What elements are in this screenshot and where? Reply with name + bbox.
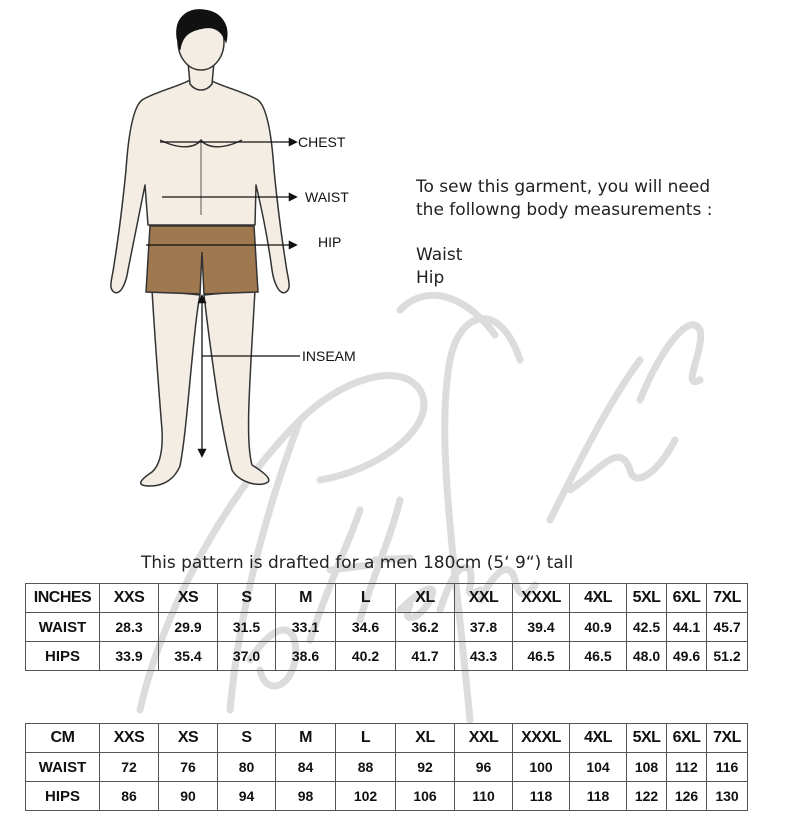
value-cell: 40.9 xyxy=(570,613,627,642)
value-cell: 94 xyxy=(218,782,276,811)
value-cell: 43.3 xyxy=(455,642,513,671)
value-cell: 72 xyxy=(100,753,159,782)
value-cell: 130 xyxy=(707,782,748,811)
value-cell: 112 xyxy=(667,753,707,782)
shorts xyxy=(146,226,258,294)
inches-header-cell: INCHES xyxy=(26,584,100,613)
size-cell: XXS xyxy=(100,724,159,753)
cm-size-table xyxy=(25,723,748,811)
inseam-label: INSEAM xyxy=(302,348,356,364)
value-cell: 51.2 xyxy=(707,642,748,671)
instructions-line-1: To sew this garment, you will need xyxy=(416,177,711,197)
value-cell: 37.0 xyxy=(218,642,276,671)
size-cell: 5XL xyxy=(627,584,667,613)
value-cell: 33.1 xyxy=(276,613,336,642)
value-cell: 126 xyxy=(667,782,707,811)
value-cell: 35.4 xyxy=(159,642,218,671)
hips-row-label: HIPS xyxy=(26,642,100,671)
value-cell: 98 xyxy=(276,782,336,811)
value-cell: 45.7 xyxy=(707,613,748,642)
value-cell: 49.6 xyxy=(667,642,707,671)
value-cell: 28.3 xyxy=(100,613,159,642)
value-cell: 44.1 xyxy=(667,613,707,642)
value-cell: 38.6 xyxy=(276,642,336,671)
table-row xyxy=(26,642,748,671)
value-cell: 86 xyxy=(100,782,159,811)
value-cell: 46.5 xyxy=(513,642,570,671)
value-cell: 122 xyxy=(627,782,667,811)
value-cell: 90 xyxy=(159,782,218,811)
value-cell: 100 xyxy=(513,753,570,782)
instructions-block xyxy=(416,176,712,290)
waist-row-label: WAIST xyxy=(26,613,100,642)
value-cell: 41.7 xyxy=(396,642,455,671)
value-cell: 34.6 xyxy=(336,613,396,642)
size-cell: S xyxy=(218,584,276,613)
size-cell: L xyxy=(336,724,396,753)
size-cell: 7XL xyxy=(707,724,748,753)
size-cell: XXXL xyxy=(513,724,570,753)
size-cell: XS xyxy=(159,724,218,753)
value-cell: 110 xyxy=(455,782,513,811)
size-cell: XXL xyxy=(455,584,513,613)
table-row xyxy=(26,724,748,753)
value-cell: 42.5 xyxy=(627,613,667,642)
value-cell: 31.5 xyxy=(218,613,276,642)
size-cell: XXL xyxy=(455,724,513,753)
size-cell: S xyxy=(218,724,276,753)
waist-label: WAIST xyxy=(305,189,349,205)
value-cell: 76 xyxy=(159,753,218,782)
value-cell: 106 xyxy=(396,782,455,811)
value-cell: 88 xyxy=(336,753,396,782)
size-cell: XXS xyxy=(100,584,159,613)
inches-size-table xyxy=(25,583,748,671)
value-cell: 102 xyxy=(336,782,396,811)
cm-header-cell: CM xyxy=(26,724,100,753)
size-cell: 6XL xyxy=(667,584,707,613)
value-cell: 84 xyxy=(276,753,336,782)
size-cell: XS xyxy=(159,584,218,613)
value-cell: 96 xyxy=(455,753,513,782)
value-cell: 118 xyxy=(513,782,570,811)
value-cell: 29.9 xyxy=(159,613,218,642)
chest-label: CHEST xyxy=(298,134,346,150)
value-cell: 33.9 xyxy=(100,642,159,671)
value-cell: 116 xyxy=(707,753,748,782)
size-cell: XL xyxy=(396,584,455,613)
value-cell: 108 xyxy=(627,753,667,782)
value-cell: 92 xyxy=(396,753,455,782)
hips-row-label: HIPS xyxy=(26,782,100,811)
table-row xyxy=(26,584,748,613)
value-cell: 118 xyxy=(570,782,627,811)
drafted-height-note: This pattern is drafted for a men 180cm (5‘ 9“) tall xyxy=(141,553,574,573)
value-cell: 80 xyxy=(218,753,276,782)
value-cell: 37.8 xyxy=(455,613,513,642)
measurement-item-hip: Hip xyxy=(416,268,445,288)
size-cell: XXXL xyxy=(513,584,570,613)
instructions-line-2: the followng body measurements : xyxy=(416,200,713,220)
size-cell: M xyxy=(276,584,336,613)
value-cell: 104 xyxy=(570,753,627,782)
size-cell: 4XL xyxy=(570,584,627,613)
value-cell: 46.5 xyxy=(570,642,627,671)
value-cell: 36.2 xyxy=(396,613,455,642)
size-cell: M xyxy=(276,724,336,753)
size-cell: L xyxy=(336,584,396,613)
value-cell: 48.0 xyxy=(627,642,667,671)
size-cell: XL xyxy=(396,724,455,753)
value-cell: 40.2 xyxy=(336,642,396,671)
size-cell: 6XL xyxy=(667,724,707,753)
measurement-item-waist: Waist xyxy=(416,245,463,265)
body-measurement-figure xyxy=(100,0,390,520)
value-cell: 39.4 xyxy=(513,613,570,642)
hip-label: HIP xyxy=(318,234,342,250)
waist-row-label: WAIST xyxy=(26,753,100,782)
table-row xyxy=(26,782,748,811)
table-row xyxy=(26,613,748,642)
size-cell: 5XL xyxy=(627,724,667,753)
size-cell: 4XL xyxy=(570,724,627,753)
size-cell: 7XL xyxy=(707,584,748,613)
table-row xyxy=(26,753,748,782)
